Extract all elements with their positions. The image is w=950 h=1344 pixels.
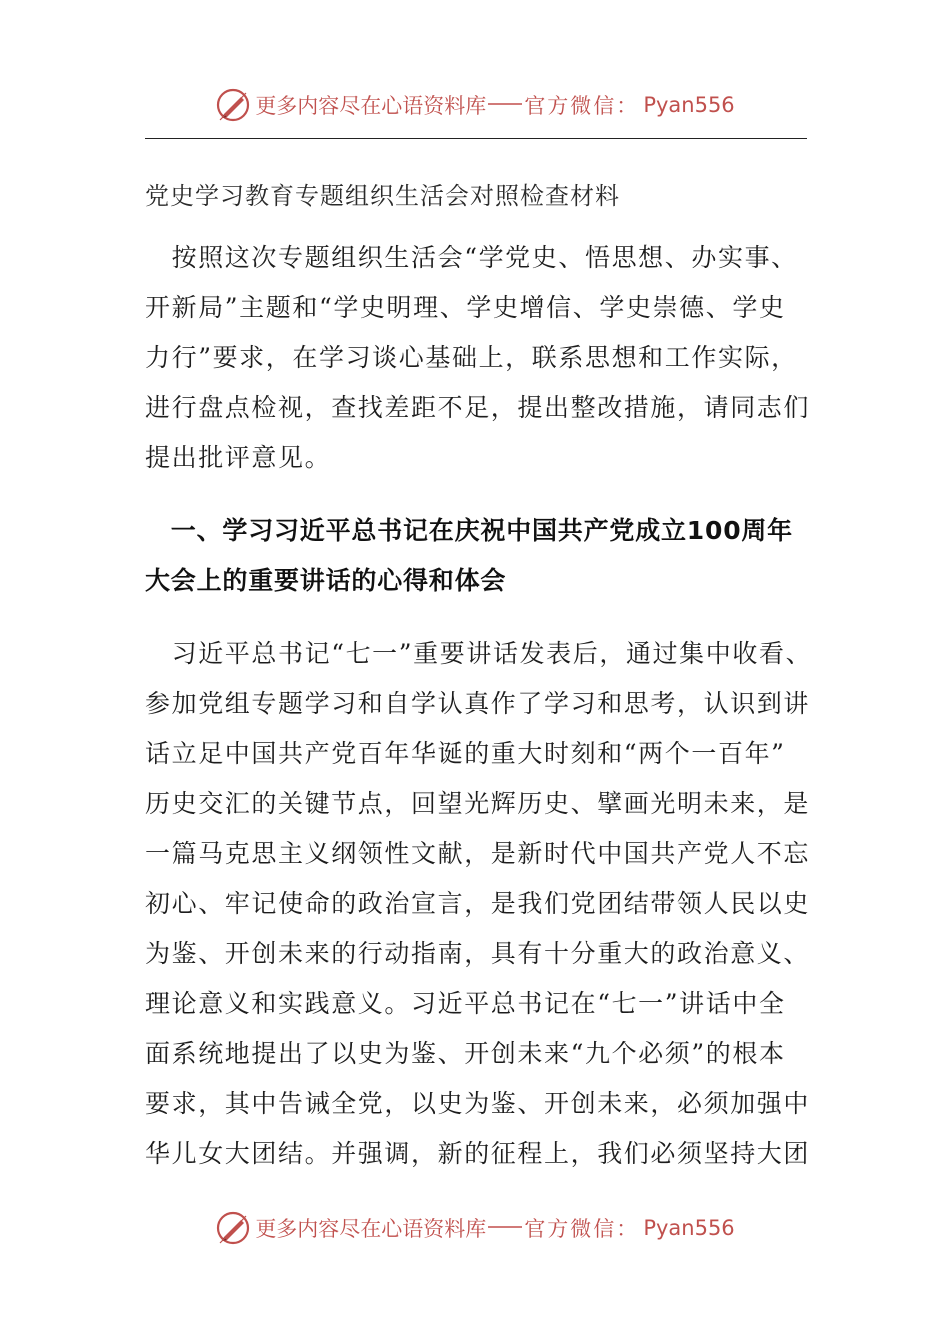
intro-line: 进行盘点检视，查找差距不足，提出整改措施，请同志们 <box>145 393 811 422</box>
footer-watermark <box>0 1203 950 1253</box>
body-line: 一篇马克思主义纲领性文献，是新时代中国共产党人不忘 <box>145 839 811 868</box>
body-line: 要求，其中告诫全党，以史为鉴、开创未来，必须加强中 <box>145 1089 811 1118</box>
body-line: 习近平总书记“七一”重要讲话发表后，通过集中收看、 <box>145 639 813 668</box>
watermark-text: 更多内容尽在心语资料库 <box>255 94 487 118</box>
pen-logo-icon <box>215 1210 251 1246</box>
intro-line: 提出批评意见。 <box>145 443 332 472</box>
watermark-wechat-id: Pyan556 <box>643 1216 735 1240</box>
body-line: 历史交汇的关键节点，回望光辉历史、擘画光明未来，是 <box>145 789 811 818</box>
watermark-wechat-label: 官方微信： <box>524 1217 640 1241</box>
body-line: 理论意义和实践意义。习近平总书记在“七一”讲话中全 <box>145 989 786 1018</box>
section-heading: 一、学习习近平总书记在庆祝中国共产党成立100周年 <box>145 516 793 545</box>
pen-logo-icon <box>215 87 251 123</box>
body-line: 面系统地提出了以史为鉴、开创未来“九个必须”的根本 <box>145 1039 786 1068</box>
header-rule <box>145 138 807 139</box>
body-line: 初心、牢记使命的政治宣言，是我们党团结带领人民以史 <box>145 889 811 918</box>
body-line: 华儿女大团结。并强调，新的征程上，我们必须坚持大团 <box>145 1139 811 1168</box>
watermark-dash <box>488 103 522 105</box>
intro-line: 力行”要求，在学习谈心基础上，联系思想和工作实际， <box>145 343 798 372</box>
document-title: 党史学习教育专题组织生活会对照检查材料 <box>145 182 620 210</box>
section-heading: 大会上的重要讲话的心得和体会 <box>145 566 507 595</box>
body-line: 参加党组专题学习和自学认真作了学习和思考，认识到讲 <box>145 689 811 718</box>
intro-line: 按照这次专题组织生活会“学党史、悟思想、办实事、 <box>145 243 798 272</box>
watermark-dash <box>488 1226 522 1228</box>
body-line: 话立足中国共产党百年华诞的重大时刻和“两个一百年” <box>145 739 786 768</box>
watermark-text: 更多内容尽在心语资料库 <box>255 1217 487 1241</box>
watermark-wechat-id: Pyan556 <box>643 93 735 117</box>
intro-line: 开新局”主题和“学史明理、学史增信、学史崇德、学史 <box>145 293 786 322</box>
body-line: 为鉴、开创未来的行动指南，具有十分重大的政治意义、 <box>145 939 811 968</box>
watermark-wechat-label: 官方微信： <box>524 94 640 118</box>
header-watermark <box>0 80 950 130</box>
